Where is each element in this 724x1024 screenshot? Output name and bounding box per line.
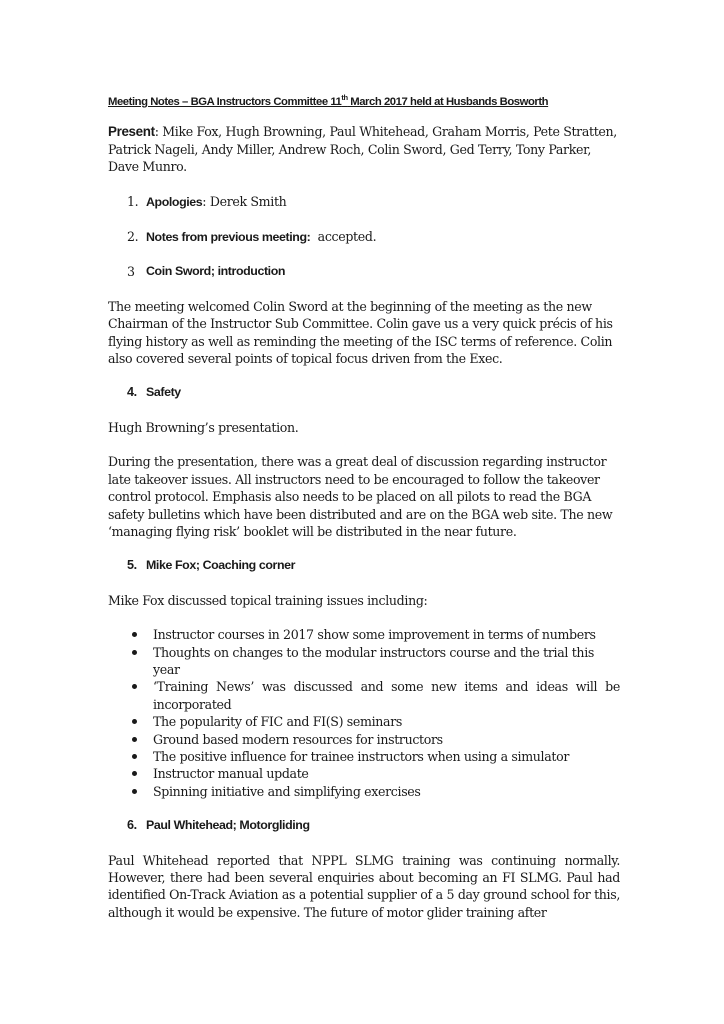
- bullet-icon: [108, 765, 153, 782]
- section-number: 2.: [127, 229, 139, 245]
- list-item: Instructor courses in 2017 show some improvement in terms of numbers: [108, 626, 620, 643]
- bullet-icon: [108, 783, 153, 800]
- section-value: accepted.: [310, 229, 377, 245]
- section-value: : Derek Smith: [202, 193, 287, 209]
- section-heading: Paul Whitehead; Motorgliding: [146, 818, 310, 833]
- section-safety: [127, 384, 620, 401]
- section-number: 6.: [127, 818, 137, 833]
- motorgliding-paragraph: Paul Whitehead reported that NPPL SLMG training was continuing normally. However, there had been several enquiries about becoming an FI SLMG. Paul had identified On-Track Aviation as a potential supplier of a 5 day ground school for this, although it would be expensive. The future of motor glider training after: [108, 852, 620, 920]
- bullet-icon: [108, 644, 153, 679]
- section-motorgliding: [127, 817, 620, 834]
- bullet-icon: [108, 713, 153, 730]
- section-number: 1.: [127, 193, 139, 209]
- list-item: Ground based modern resources for instructors: [108, 731, 620, 748]
- list-item: The positive influence for trainee instructors when using a simulator: [108, 748, 620, 765]
- bullet-icon: [108, 731, 153, 748]
- section-introduction: [127, 263, 620, 280]
- present-label: Present: [108, 124, 155, 140]
- bullet-icon: [108, 678, 153, 713]
- document-title: Meeting Notes – BGA Instructors Committee 11th March 2017 held at Husbands Bosworth: [108, 93, 549, 108]
- section-heading: Notes from previous meeting:: [146, 230, 311, 245]
- section-number: 3: [127, 264, 135, 280]
- coaching-topics-list: [108, 626, 620, 800]
- bullet-icon: [108, 748, 153, 765]
- section-heading: Apologies: [146, 194, 203, 209]
- list-item: Spinning initiative and simplifying exercises: [108, 783, 620, 800]
- attendees-paragraph: [108, 123, 620, 175]
- section-coaching-corner: [127, 557, 620, 574]
- coaching-intro: Mike Fox discussed topical training issues including:: [108, 592, 428, 608]
- list-item: Thoughts on changes to the modular instructors course and the trial this year: [108, 644, 620, 679]
- section-apologies: [127, 193, 620, 211]
- safety-paragraph-1: Hugh Browning’s presentation.: [108, 419, 299, 435]
- bullet-icon: [108, 626, 153, 643]
- introduction-paragraph: The meeting welcomed Colin Sword at the beginning of the meeting as the new Chairman of the Instructor Sub Committee. Colin gave us a very quick précis of his flying history as well as reminding the meeting of the ISC terms of reference. Colin also covered several points of topical focus driven from the Exec.: [108, 298, 613, 367]
- title-superscript: th: [341, 93, 348, 103]
- section-number: 4.: [127, 385, 137, 400]
- attendees-list: : Mike Fox, Hugh Browning, Paul Whitehead, Graham Morris, Pete Stratten, Patrick Nageli, Andy Miller, Andrew Roch, Colin Sword, Ged Terry, Tony Parker, Dave Munro.: [108, 124, 617, 175]
- section-previous-notes: [127, 228, 620, 246]
- safety-paragraph-2: During the presentation, there was a great deal of discussion regarding instructor late takeover issues. All instructors need to be encouraged to follow the takeover control protocol. Emphasis also needs to be placed on all pilots to read the BGA safety bulletins which have been distributed and are on the BGA web site. The new ‘managing flying risk’ booklet will be distributed in the near future.: [108, 454, 613, 539]
- document-body: [108, 94, 620, 938]
- list-item: ‘Training News’ was discussed and some new items and ideas will be incorporated: [108, 678, 620, 713]
- section-number: 5.: [127, 558, 137, 573]
- list-item: Instructor manual update: [108, 765, 620, 782]
- section-heading: Coin Sword; introduction: [146, 264, 286, 279]
- list-item: The popularity of FIC and FI(S) seminars: [108, 713, 620, 730]
- section-heading: Safety: [146, 385, 181, 400]
- section-heading: Mike Fox; Coaching corner: [146, 558, 296, 573]
